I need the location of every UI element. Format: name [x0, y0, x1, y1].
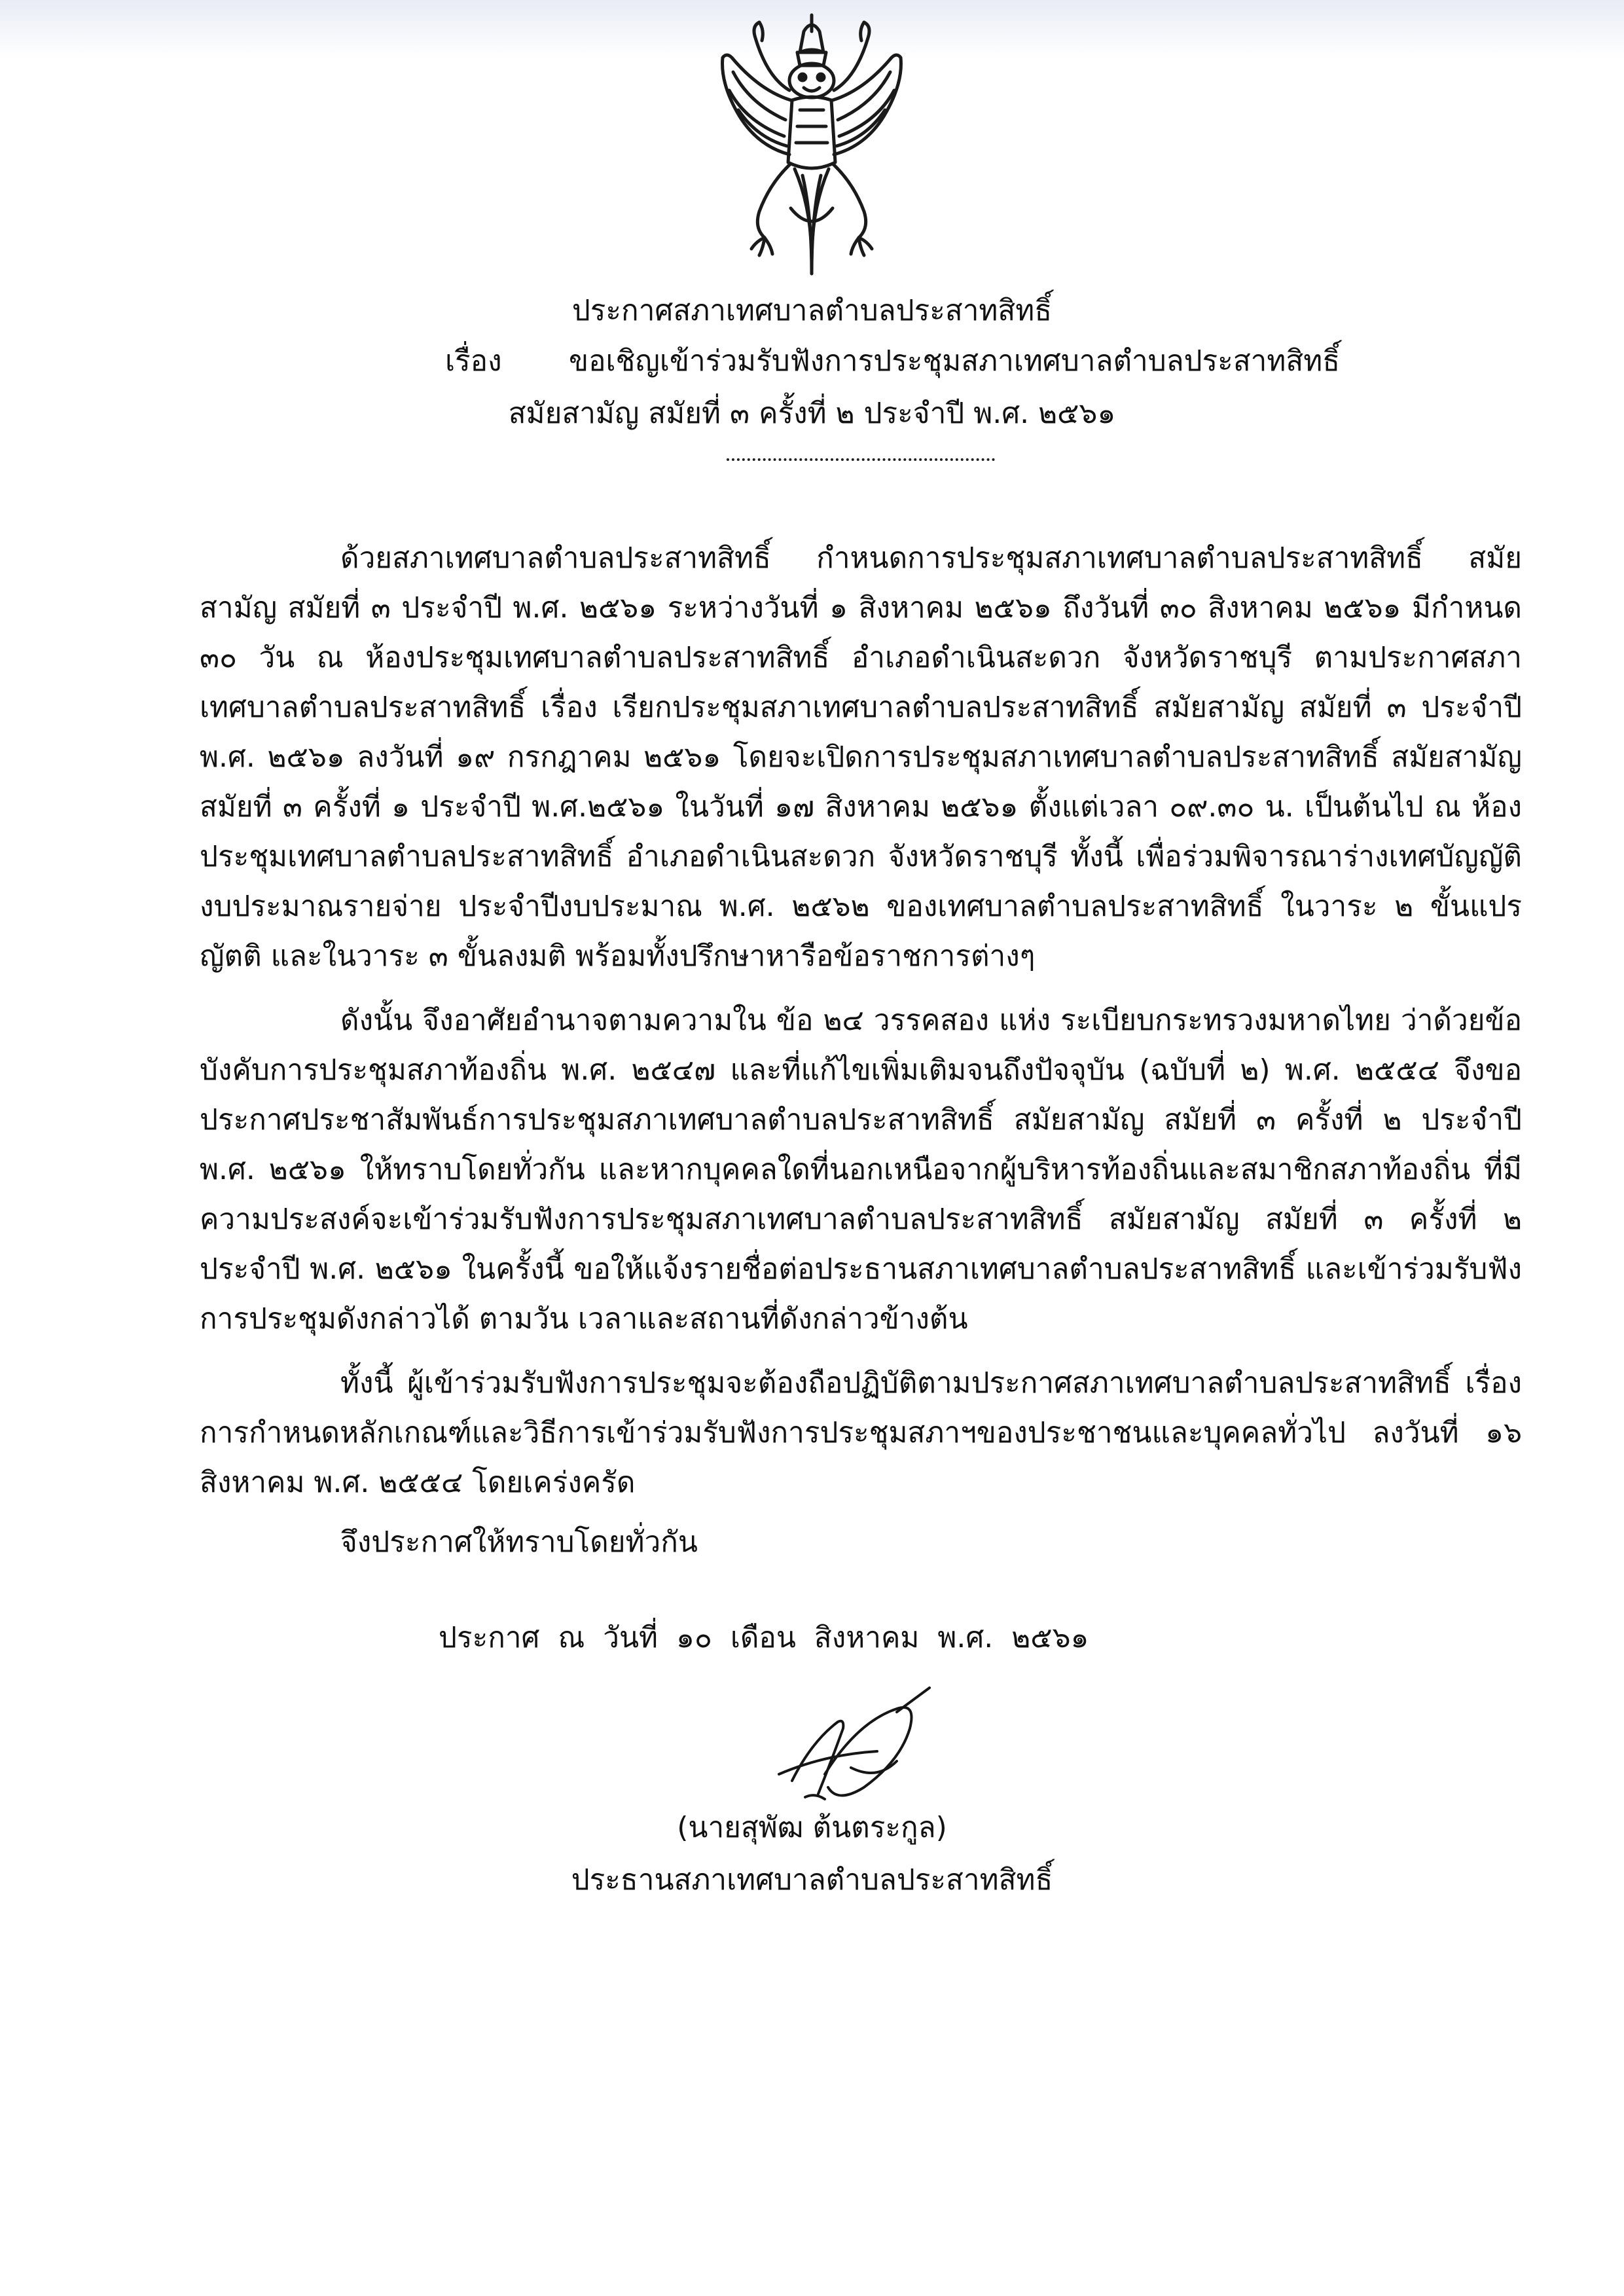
closing-statement: จึงประกาศให้ทราบโดยทั่วกัน — [340, 1525, 698, 1559]
garuda-emblem-icon — [713, 12, 910, 283]
paragraph-2: ดังนั้น จึงอาศัยอำนาจตามความใน ข้อ ๒๔ วรรคสอง แห่ง ระเบียบกระทรวงมหาดไทย ว่าด้วยข้อบังคับการประชุมสภาท้องถิ่น พ.ศ. ๒๕๔๗ และที่แก้ไขเพิ่มเติมจนถึงปัจจุบัน (ฉบับที่ ๒) พ.ศ. ๒๕๕๔ จึงขอประกาศประชาสัมพันธ์การประชุมสภาเทศบาลตำบลประสาทสิทธิ์ สมัยสามัญ สมัยที่ ๓ ครั้งที่ ๒ ประจำปี พ.ศ. ๒๕๖๑ ให้ทราบโดยทั่วกัน และหากบุคคลใดที่นอกเหนือจากผู้บริหารท้องถิ่นและสมาชิกสภาท้องถิ่น ที่มีความประสงค์จะเข้าร่วมรับฟังการประชุมสภาเทศบาลตำบลประสาทสิทธิ์ สมัยสามัญ สมัยที่ ๓ ครั้งที่ ๒ ประจำปี พ.ศ. ๒๕๖๑ ในครั้งนี้ ขอให้แจ้งรายชื่อต่อประธานสภาเทศบาลตำบลประสาทสิทธิ์ และเข้าร่วมรับฟังการประชุมดังกล่าวได้ ตามวัน เวลาและสถานที่ดังกล่าวข้างต้น — [200, 1004, 1522, 1336]
paragraph-1: ด้วยสภาเทศบาลตำบลประสาทสิทธิ์ กำหนดการประชุมสภาเทศบาลตำบลประสาทสิทธิ์ สมัยสามัญ สมัยที่ ๓ ประจำปี พ.ศ. ๒๕๖๑ ระหว่างวันที่ ๑ สิงหาคม ๒๕๖๑ ถึงวันที่ ๓๐ สิงหาคม ๒๕๖๑ มีกำหนด ๓๐ วัน ณ ห้องประชุมเทศบาลตำบลประสาทสิทธิ์ อำเภอดำเนินสะดวก จังหวัดราชบุรี ตามประกาศสภาเทศบาลตำบลประสาทสิทธิ์ เรื่อง เรียกประชุมสภาเทศบาลตำบลประสาทสิทธิ์ สมัยสามัญ สมัยที่ ๓ ประจำปี พ.ศ. ๒๕๖๑ ลงวันที่ ๑๙ กรกฎาคม ๒๕๖๑ โดยจะเปิดการประชุมสภาเทศบาลตำบลประสาทสิทธิ์ สมัยสามัญ สมัยที่ ๓ ครั้งที่ ๑ ประจำปี พ.ศ.๒๕๖๑ ในวันที่ ๑๗ สิงหาคม ๒๕๖๑ ตั้งแต่เวลา ๐๙.๓๐ น. เป็นต้นไป ณ ห้องประชุมเทศบาลตำบลประสาทสิทธิ์ อำเภอดำเนินสะดวก จังหวัดราชบุรี ทั้งนี้ เพื่อร่วมพิจารณาร่างเทศบัญญัติงบประมาณรายจ่าย ประจำปีงบประมาณ พ.ศ. ๒๕๖๒ ของเทศบาลตำบลประสาทสิทธิ์ ในวาระ ๒ ขั้นแปรญัตติ และในวาระ ๓ ขั้นลงมติ พร้อมทั้งปรึกษาหารือข้อราชการต่างๆ — [200, 541, 1523, 973]
signer-title: ประธานสภาเทศบาลตำบลประสาทสิทธิ์ — [571, 1863, 1053, 1897]
paragraph-3: ทั้งนี้ ผู้เข้าร่วมรับฟังการประชุมจะต้องถือปฏิบัติตามประกาศสภาเทศบาลตำบลประสาทสิทธิ์ เรื่อง การกำหนดหลักเกณฑ์และวิธีการเข้าร่วมรับฟังการประชุมสภาฯของประชาชนและบุคคลทั่วไป ลงวันที่ ๑๖ สิงหาคม พ.ศ. ๒๕๕๔ โดยเคร่งครัด — [200, 1366, 1522, 1499]
announcement-date: ประกาศ ณ วันที่ ๑๐ เดือน สิงหาคม พ.ศ. ๒๕๖๑ — [439, 1621, 1089, 1654]
signer-name: (นายสุพัฒ ต้นตระกูล) — [677, 1811, 947, 1844]
session-line: สมัยสามัญ สมัยที่ ๓ ครั้งที่ ๒ ประจำปี พ.ศ. ๒๕๖๑ — [508, 397, 1116, 430]
subject-line — [445, 342, 1340, 381]
announcement-title: ประกาศสภาเทศบาลตำบลประสาทสิทธิ์ — [571, 294, 1053, 327]
handwritten-signature-icon — [766, 1683, 936, 1813]
body-text — [200, 534, 1522, 1522]
subject-label: เรื่อง — [445, 344, 502, 378]
subject-text: ขอเชิญเข้าร่วมรับฟังการประชุมสภาเทศบาลตำบลประสาทสิทธิ์ — [569, 344, 1341, 378]
dotted-divider — [727, 458, 995, 461]
